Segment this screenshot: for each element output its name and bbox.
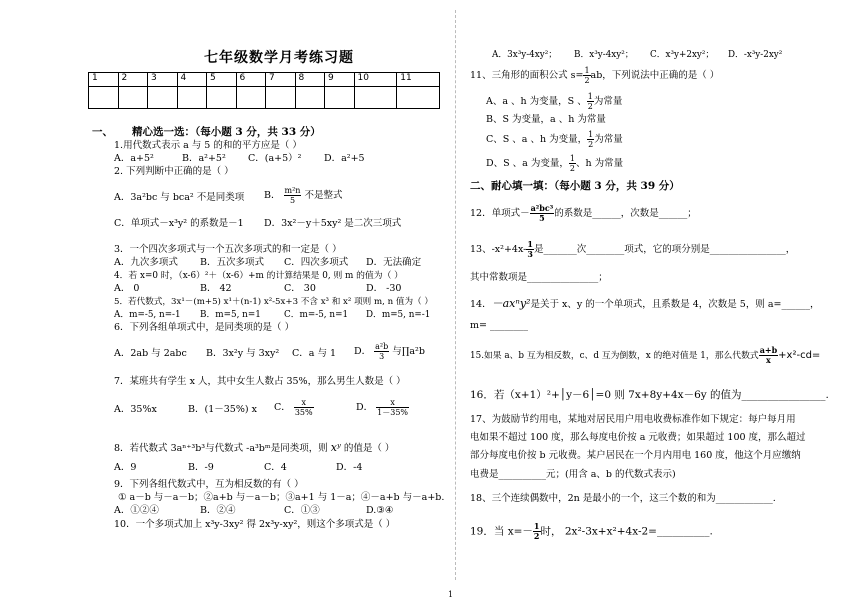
- q5-stem: 5．若代数式，3x¹－(m+5) x¹＋(n-1) x²-5x+3 不含 x³ 和 x² 项则 m, n 值为（ ）: [114, 297, 433, 307]
- q2-option-a: A．3a²bc 与 bca² 不是同类项: [114, 192, 245, 203]
- q11-option-b: B、S 为变量，a 、h 为常量: [486, 114, 606, 125]
- fraction-numerator: 1: [588, 130, 594, 139]
- q7-option-b: B．(1－35%) x: [188, 404, 257, 415]
- q2-option-b: [264, 186, 343, 205]
- q9-line: ① a－b 与－a－b；②a+b 与－a－b；③a+1 与 1－a；④－a+b 与－a+b.: [118, 492, 445, 503]
- q12-fraction: [530, 204, 555, 223]
- q11-option-d-fraction: [569, 154, 576, 173]
- q13-end: 是_______次________项式，它的项分别是________________，: [533, 244, 796, 255]
- q15-fraction: [759, 346, 778, 365]
- answer-table-number-cell: 6: [236, 73, 266, 87]
- answer-table-answer-cell[interactable]: [236, 87, 266, 109]
- q2-stem: 2. 下列判断中正确的是（ ）: [114, 166, 234, 177]
- answer-table-answer-cell[interactable]: [148, 87, 178, 109]
- q11-stem-end: ab，下列说法中正确的是（ ）: [590, 70, 720, 81]
- q19-fraction: [533, 522, 541, 541]
- q4-option-a: A． 0: [114, 283, 140, 294]
- fraction-numerator: m²n: [284, 186, 301, 195]
- q2-option-b-fraction: [284, 186, 302, 205]
- answer-table-answer-cell[interactable]: [89, 87, 119, 109]
- answer-table-answer-cell[interactable]: [207, 87, 237, 109]
- q11-option-c-end: 为常量: [594, 134, 623, 145]
- q10-option-a: A．3x³y-4xy²；: [492, 50, 558, 60]
- q6-option-a: A．2ab 与 2abc: [114, 348, 187, 359]
- q10-option-c: C．x³y+2xy²；: [650, 50, 715, 60]
- q14-expression: －axⁿy²: [491, 297, 531, 310]
- answer-table-number-cell: 11: [397, 73, 440, 87]
- q5-option-a: A．m=-5, n=-1: [114, 310, 181, 320]
- fraction-numerator: a²bc³: [530, 203, 554, 213]
- answer-table-number-cell: 1: [89, 73, 119, 87]
- answer-table-number-cell: 3: [148, 73, 178, 87]
- q11-stem: [470, 66, 719, 85]
- q18: 18、三个连续偶数中，2n 是最小的一个，这三个数的和为____________.: [470, 493, 776, 504]
- q2-option-d: D．3x²－y＋5xy² 是二次三项式: [264, 218, 402, 229]
- q11-stem-start: 11、三角形的面积公式 s=: [470, 70, 584, 81]
- answer-table-answer-cell[interactable]: [325, 87, 355, 109]
- fraction-denominator: 2: [569, 164, 575, 173]
- column-divider: [455, 10, 457, 580]
- q1-option-c: C．(a+5）²: [248, 153, 302, 164]
- fraction-denominator: 2: [587, 102, 593, 111]
- fraction-denominator: 3: [379, 352, 385, 361]
- section1-header: 精心选一选：（每小题 3 分，共 33 分）: [132, 126, 321, 138]
- q12: [470, 204, 697, 223]
- q16: 16．若（x+1）²+│y－6│=0 则 7x+8y+4x－6y 的值为________________.: [470, 389, 829, 401]
- q6-option-d-suffix: 与∏a²b: [392, 346, 425, 357]
- answer-table-answer-cell[interactable]: [177, 87, 207, 109]
- q7-option-c-prefix: C．: [274, 402, 291, 413]
- fraction-numerator: 1: [569, 154, 575, 163]
- q7-option-c: [274, 398, 314, 417]
- q6-stem: 6．下列各组单项式中，是同类项的是（ ）: [114, 322, 295, 333]
- q6-option-d-fraction: [374, 342, 389, 361]
- q11-fraction: [583, 66, 590, 85]
- fraction-denominator: x: [766, 355, 771, 365]
- answer-table-number-cell: 9: [325, 73, 355, 87]
- q13: [470, 240, 795, 259]
- q11-option-d: [486, 154, 623, 173]
- q11-option-a: [486, 92, 622, 111]
- fraction-numerator: a²b: [375, 342, 389, 351]
- q4-option-b: B． 42: [200, 283, 232, 294]
- q11-option-a-fraction: [587, 92, 594, 111]
- answer-table-number-cell: 2: [118, 73, 148, 87]
- q14-end: 是关于 x、y 的一个单项式，且系数是 4，次数是 5，则 a=______，: [530, 299, 820, 310]
- q6-option-c: C．a 与 1: [292, 348, 337, 359]
- q2-option-b-prefix: B．: [264, 190, 281, 201]
- q17-line4: 电费是__________元；(用含 a、b 的代数式表示): [470, 469, 676, 480]
- fraction-denominator: 3: [527, 249, 533, 259]
- section1-number: 一、: [92, 126, 113, 138]
- q4-option-c: C． 30: [284, 283, 316, 294]
- q5-option-b: B．m=5, n=1: [200, 310, 261, 320]
- q15-end: +x²-cd=: [778, 350, 821, 361]
- q9-option-a: A．①②④: [114, 505, 159, 516]
- fraction-numerator: 1: [587, 92, 593, 101]
- fraction-numerator: 1: [584, 66, 590, 75]
- answer-table-answer-cell[interactable]: [397, 87, 440, 109]
- fraction-denominator: 35%: [294, 408, 313, 417]
- q19-start: 19．当 x=－: [470, 525, 533, 538]
- q7-option-d-prefix: D．: [356, 402, 374, 413]
- fraction-numerator: a+b: [759, 345, 778, 355]
- q7-option-a: A．35%x: [114, 404, 157, 415]
- fraction-denominator: 2: [588, 140, 594, 149]
- q9-option-d: D.③④: [366, 505, 394, 516]
- q17-line1: 17、为鼓励节约用电，某地对居民用户用电收费标准作如下规定：每户每月用: [470, 414, 796, 425]
- q7-option-d: [356, 398, 409, 417]
- q12-end: 的系数是______，次数是______；: [554, 208, 697, 219]
- q11-option-c-start: C、S 、a 、h 为变量，: [486, 134, 588, 145]
- q15-start: 15.如果 a、b 互为相反数，c、d 互为倒数，x 的绝对值是 1，那么代数式: [470, 351, 759, 361]
- q14-start: 14．: [470, 299, 492, 310]
- q3-stem: 3．一个四次多项式与一个五次多项式的和一定是（ ）: [114, 244, 342, 255]
- q1-option-b: B．a²+5²: [182, 153, 226, 164]
- q5-option-c: C．m=-5, n=1: [284, 310, 349, 320]
- q13-start: 13、-x²+4x-: [470, 244, 527, 255]
- q10-option-b: B．x³y-4xy²；: [574, 50, 634, 60]
- fraction-numerator: 1: [527, 239, 533, 249]
- q8-stem: [114, 442, 394, 455]
- q8-option-c: C．4: [264, 462, 287, 473]
- q8-option-a: A．9: [114, 462, 137, 473]
- q19: [470, 522, 713, 541]
- q12-start: 12．单项式－: [470, 208, 530, 219]
- answer-table-answer-cell[interactable]: [118, 87, 148, 109]
- page-number: 1: [448, 590, 454, 599]
- q1-option-a: A．a+5²: [114, 153, 154, 164]
- answer-table-answer-cell[interactable]: [295, 87, 325, 109]
- q3-option-a: A．九次多项式: [114, 257, 178, 268]
- answer-table-answer-cell[interactable]: [266, 87, 296, 109]
- q7-stem: 7．某班共有学生 x 人，其中女生人数占 35%，那么男生人数是（ ）: [114, 376, 406, 387]
- fraction-denominator: 2: [533, 531, 540, 541]
- q9-stem: 9．下列各组代数式中，互为相反数的有（ ）: [114, 479, 304, 490]
- q8-stem-end: 的值是（ ）: [343, 443, 395, 454]
- q9-option-b: B．②④: [200, 505, 236, 516]
- q6-option-d-prefix: D．: [354, 346, 372, 357]
- answer-table-number-cell: 4: [177, 73, 207, 87]
- q14-line2: m= ________: [470, 320, 528, 331]
- q1-stem: 1.用代数式表示 a 与 5 的和的平方应是（ ）: [114, 140, 302, 151]
- q8-option-d: D．-4: [336, 462, 363, 473]
- q8-option-b: B．-9: [188, 462, 214, 473]
- section2-header: 二、耐心填一填：（每小题 3 分，共 39 分）: [470, 180, 680, 192]
- q4-option-d: D． -30: [366, 283, 402, 294]
- q15: [470, 346, 820, 365]
- answer-table: [88, 72, 440, 109]
- q8-stem-expression: xʸ: [330, 441, 341, 454]
- q5-option-d: D．m=5, n=-1: [366, 310, 431, 320]
- q11-option-a-start: A、a 、h 为变量，S 、: [486, 96, 587, 107]
- answer-table-number-cell: 8: [295, 73, 325, 87]
- fraction-denominator: 5: [539, 213, 545, 223]
- q14: [470, 298, 819, 311]
- q10-option-d: D．-x³y-2xy²: [728, 50, 783, 60]
- q4-stem: 4．若 x=0 时，（x-6）²＋（x-6）+m 的计算结果是 0, 则 m 的值为（ ）: [114, 271, 403, 281]
- q7-option-c-fraction: [294, 398, 314, 417]
- q1-option-d: D．a²+5: [324, 153, 365, 164]
- fraction-numerator: x: [294, 398, 314, 408]
- q17-line3: 部分每度电价按 b 元收费。某户居民在一个月内用电 160 度，他这个月应缴纳: [470, 450, 801, 461]
- q11-option-a-end: 为常量: [593, 96, 623, 107]
- answer-table-number-cell: 7: [266, 73, 296, 87]
- answer-table-answer-cell[interactable]: [354, 87, 397, 109]
- q13-line2: 其中常数项是_______________；: [470, 272, 608, 283]
- fraction-numerator: 1: [533, 521, 540, 531]
- q19-end: 时， 2x²-3x+x²+4x-2=__________.: [540, 525, 713, 538]
- fraction-denominator: 1－35%: [377, 408, 409, 417]
- page-title: 七年级数学月考练习题: [204, 50, 354, 66]
- q7-option-d-fraction: [376, 398, 409, 417]
- q11-option-d-start: D、S 、a 为变量，: [486, 158, 569, 169]
- q13-fraction: [526, 240, 534, 259]
- fraction-denominator: 5: [289, 196, 296, 205]
- q2-option-b-suffix: 不是整式: [304, 190, 343, 201]
- q3-option-b: B．五次多项式: [200, 257, 264, 268]
- q3-option-c: C．四次多项式: [284, 257, 349, 268]
- answer-table-number-cell: 10: [354, 73, 397, 87]
- q9-option-c: C．①③: [284, 505, 320, 516]
- q17-line2: 电如果不超过 100 度，那么每度电价按 a 元收费；如果超过 100 度，那么超过: [470, 432, 806, 443]
- q8-stem-start: 8．若代数式 3aⁿ⁺³b³与代数式 -a³bᵐ是同类项，则: [114, 443, 328, 454]
- fraction-numerator: x: [376, 398, 409, 408]
- q3-option-d: D．无法确定: [366, 257, 422, 268]
- q11-option-d-end: 、h 为常量: [575, 158, 624, 169]
- q6-option-b: B．3x²y 与 3xy²: [206, 348, 280, 359]
- fraction-denominator: 2: [584, 76, 590, 85]
- answer-table-number-cell: 5: [207, 73, 237, 87]
- q10-stem: 10．一个多项式加上 x³y-3xy² 得 2x³y-xy²，则这个多项式是（ ）: [114, 519, 396, 530]
- q6-option-d: [354, 342, 425, 361]
- q11-option-c: [486, 130, 623, 149]
- q2-option-c: C．单项式－x³y² 的系数是－1: [114, 218, 244, 229]
